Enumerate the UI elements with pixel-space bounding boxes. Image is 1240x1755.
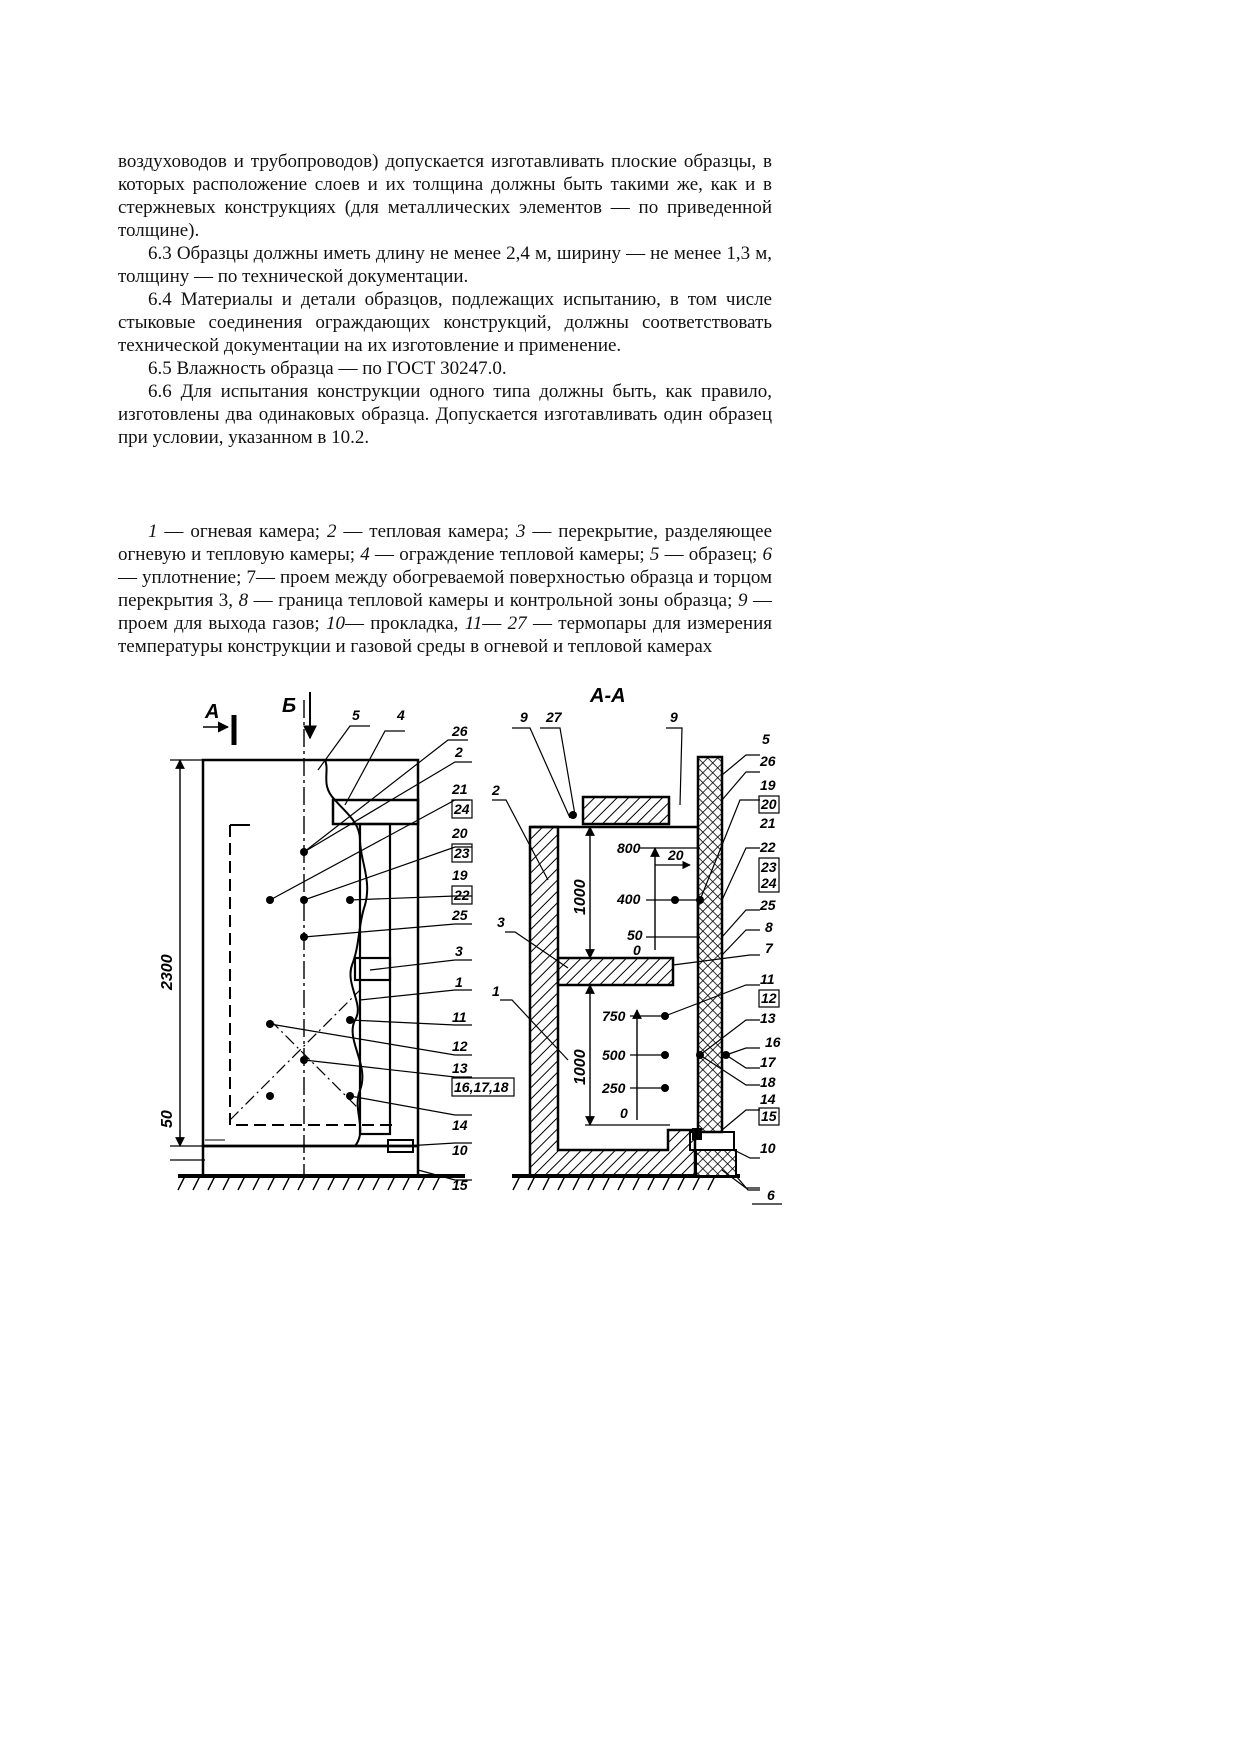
figure-legend: 1 — огневая камера; 2 — тепловая камера; 3 — перекрытие, разделяющее огневую и тепловую камеры; 4 — ограждение тепловой камеры; 5 — образец; 6 — уплотнение; 7— проем между обогреваемой поверхностью образца и торцом перекрытия 3, 8 — граница тепловой камеры и контрольной зоны образца; 9 — проем для выхода газов; 10— прокладка, 11— 27 — термопары для измерения температуры конструкции и газовой среды в огневой и тепловой камерах bbox=[118, 521, 773, 657]
label-24: 24 bbox=[454, 801, 470, 817]
furnace-wall bbox=[530, 827, 695, 1176]
label-18-section: 18 bbox=[760, 1074, 776, 1090]
dim-height: 2300 bbox=[159, 954, 176, 990]
label-4: 4 bbox=[397, 707, 405, 723]
partition-slab-section bbox=[558, 958, 673, 985]
label-20: 20 bbox=[452, 825, 468, 841]
section-view bbox=[491, 685, 782, 1204]
level-50: 50 bbox=[627, 927, 643, 943]
label-13-section: 13 bbox=[760, 1010, 776, 1026]
label-2-section: 2 bbox=[492, 782, 500, 798]
label-12-section: 12 bbox=[761, 990, 777, 1006]
label-13: 13 bbox=[452, 1060, 468, 1076]
dim-20: 20 bbox=[668, 847, 684, 863]
level-750: 750 bbox=[602, 1008, 626, 1024]
label-24-section: 24 bbox=[761, 875, 777, 891]
front-view bbox=[159, 692, 514, 1193]
label-21: 21 bbox=[452, 781, 468, 797]
label-19: 19 bbox=[452, 867, 468, 883]
label-3-section: 3 bbox=[497, 914, 505, 930]
label-15-section: 15 bbox=[761, 1108, 777, 1124]
label-22: 22 bbox=[454, 887, 470, 903]
paragraph-6-3: 6.3 Образцы должны иметь длину не менее 2,4 м, ширину — не менее 1,3 м, толщину — по технической документации. bbox=[118, 243, 772, 287]
paragraph-continuation: воздуховодов и трубопроводов) допускается изготавливать плоские образцы, в которых расположение слоев и их толщина должны быть такими же, как и в стержневых конструкциях (для металлических элементов — по приведенной толщине). bbox=[118, 151, 772, 241]
level-0-upper: 0 bbox=[633, 942, 641, 958]
label-10: 10 bbox=[452, 1142, 468, 1158]
label-26: 26 bbox=[452, 723, 468, 739]
label-6-section: 6 bbox=[767, 1187, 775, 1203]
label-1: 1 bbox=[455, 974, 463, 990]
label-1-section: 1 bbox=[492, 983, 500, 999]
level-800: 800 bbox=[617, 840, 641, 856]
paragraph-6-5: 6.5 Влажность образца — по ГОСТ 30247.0. bbox=[148, 358, 507, 379]
label-14-section: 14 bbox=[760, 1091, 776, 1107]
section-arrow-a-label: А bbox=[205, 701, 220, 723]
fire-chamber-outline bbox=[230, 825, 396, 1125]
label-19-section: 19 bbox=[760, 777, 776, 793]
label-14: 14 bbox=[452, 1117, 468, 1133]
label-9-top-right: 9 bbox=[670, 709, 678, 725]
label-25: 25 bbox=[452, 907, 468, 923]
label-5: 5 bbox=[352, 707, 360, 723]
label-20-section: 20 bbox=[761, 796, 777, 812]
label-16-17-18: 16,17,18 bbox=[454, 1079, 509, 1095]
dim-lower: 1000 bbox=[572, 1049, 589, 1085]
label-2: 2 bbox=[455, 744, 463, 760]
furnace-base bbox=[203, 1146, 418, 1176]
dim-upper: 1000 bbox=[572, 879, 589, 915]
section-arrow-b-label: Б bbox=[282, 695, 297, 717]
label-25-section: 25 bbox=[760, 897, 776, 913]
label-23: 23 bbox=[454, 845, 470, 861]
label-9-top-left: 9 bbox=[520, 709, 528, 725]
level-400: 400 bbox=[617, 891, 641, 907]
section-title: А-А bbox=[590, 685, 626, 707]
label-7-section: 7 bbox=[765, 940, 773, 956]
label-10-section: 10 bbox=[760, 1140, 776, 1156]
label-5-section: 5 bbox=[762, 731, 770, 747]
label-11-section: 11 bbox=[760, 971, 775, 987]
level-500: 500 bbox=[602, 1047, 626, 1063]
label-12: 12 bbox=[452, 1038, 468, 1054]
level-0-lower: 0 bbox=[620, 1105, 628, 1121]
label-23-section: 23 bbox=[761, 859, 777, 875]
ground-hatch bbox=[178, 1176, 440, 1190]
label-8-section: 8 bbox=[765, 919, 773, 935]
paragraph-6-4: 6.4 Материалы и детали образцов, подлежащих испытанию, в том числе стыковые соединения ограждающих конструкций, должны соответствовать технической документации на их изготовление и применение. bbox=[118, 289, 772, 356]
label-27: 27 bbox=[546, 709, 562, 725]
paragraph-6-6: 6.6 Для испытания конструкции одного типа должны быть, как правило, изготовлены два одинаковых образца. Допускается изготавливать один образец при условии, указанном в 10.2. bbox=[118, 381, 772, 448]
level-250: 250 bbox=[602, 1080, 626, 1096]
label-17-section: 17 bbox=[760, 1054, 776, 1070]
roof-slab bbox=[583, 797, 669, 824]
specimen-section bbox=[698, 757, 722, 1132]
specimen-frame bbox=[203, 760, 418, 1146]
label-11: 11 bbox=[452, 1009, 467, 1025]
label-16-section: 16 bbox=[765, 1034, 781, 1050]
label-22-section: 22 bbox=[760, 839, 776, 855]
thermocouple-points bbox=[266, 848, 354, 1100]
front-leaders bbox=[270, 726, 472, 1180]
dim-base: 50 bbox=[159, 1110, 176, 1128]
label-3: 3 bbox=[455, 943, 463, 959]
label-26-section: 26 bbox=[760, 753, 776, 769]
label-15: 15 bbox=[452, 1177, 468, 1193]
label-21-section: 21 bbox=[760, 815, 776, 831]
